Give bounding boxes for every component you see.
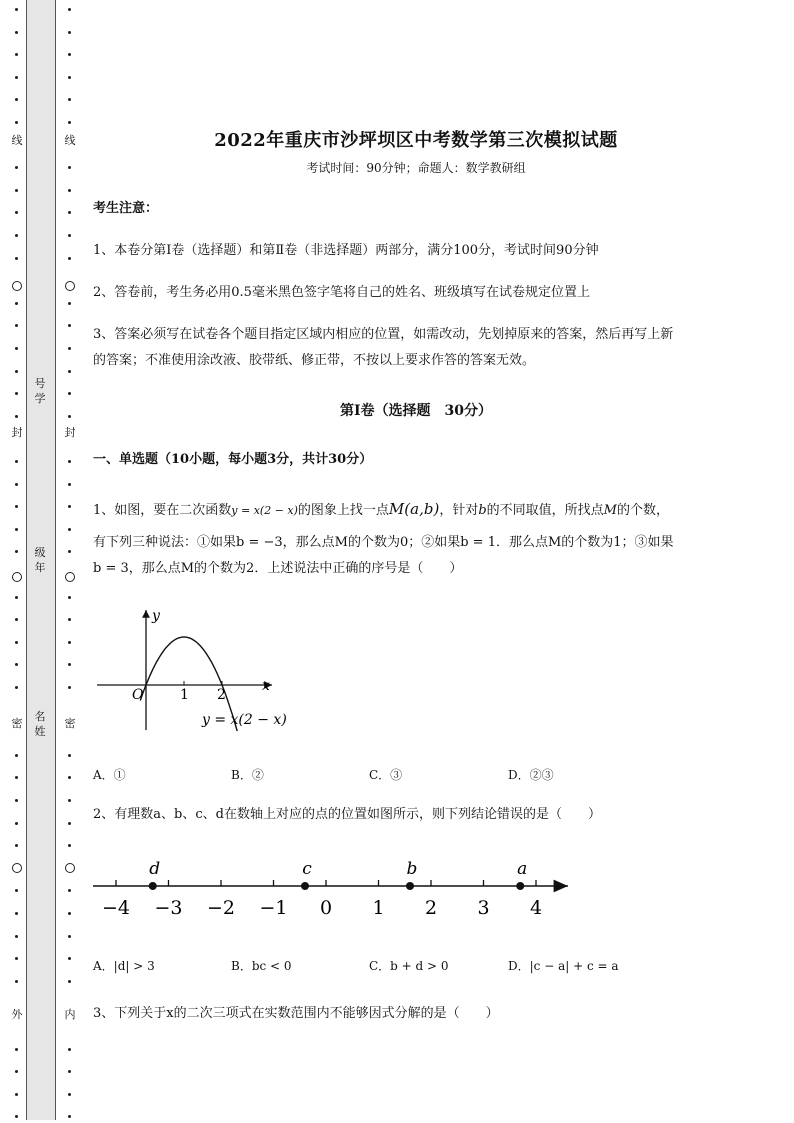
left-circle-2 bbox=[12, 572, 22, 582]
q2-point-d bbox=[149, 882, 157, 890]
binding-dot bbox=[68, 528, 71, 531]
binding-dot bbox=[15, 844, 18, 847]
binding-dot bbox=[68, 1093, 71, 1096]
binding-dot bbox=[68, 550, 71, 553]
binding-dot bbox=[15, 31, 18, 34]
q2-tick-label: −1 bbox=[259, 897, 288, 919]
binding-dot bbox=[15, 663, 18, 666]
binding-dot bbox=[68, 189, 71, 192]
q2-tick-label: 1 bbox=[372, 897, 385, 919]
q2-point-a bbox=[516, 882, 524, 890]
binding-dot bbox=[15, 53, 18, 56]
page-title: 2022年重庆市沙坪坝区中考数学第三次模拟试题 bbox=[214, 130, 618, 151]
q1-parabola-graph bbox=[90, 600, 300, 740]
label-student-number: 号学 bbox=[34, 377, 46, 405]
binding-dot bbox=[15, 641, 18, 644]
binding-dot bbox=[15, 76, 18, 79]
binding-dot bbox=[15, 1070, 18, 1073]
binding-dot bbox=[68, 618, 71, 621]
binding-dot bbox=[15, 460, 18, 463]
left-circle-3 bbox=[12, 863, 22, 873]
q2-option-a[interactable]: A．|d| > 3 bbox=[93, 959, 155, 973]
q2-point-label-d: d bbox=[149, 859, 161, 879]
left-mark-outer: 外 bbox=[11, 1008, 23, 1021]
notice-item-1: 1、本卷分第Ⅰ卷（选择题）和第Ⅱ卷（非选择题）两部分，满分100分，考试时间90分钟 bbox=[93, 243, 599, 258]
q2-option-d[interactable]: D．|c − a| + c = a bbox=[508, 959, 619, 973]
notice-item-3b: 的答案；不准使用涂改液、胶带纸、修正带，不按以上要求作答的答案无效。 bbox=[93, 353, 536, 368]
notice-item-3a: 3、答案必须写在试卷各个题目指定区域内相应的位置，如需改动，先划掉原来的答案，然后再写上新 bbox=[93, 327, 674, 342]
q2-stem: 2、有理数a、b、c、d在数轴上对应的点的位置如图所示，则下列结论错误的是（ ） bbox=[93, 807, 601, 822]
binding-dot bbox=[15, 550, 18, 553]
right-mark-seal: 封 bbox=[64, 426, 76, 439]
q1-var-b: b bbox=[478, 503, 487, 518]
left-mark-line: 线 bbox=[11, 134, 23, 147]
binding-dot bbox=[68, 641, 71, 644]
q3-stem: 3、下列关于x的二次三项式在实数范围内不能够因式分解的是（ ） bbox=[93, 1006, 499, 1021]
binding-dot bbox=[15, 1048, 18, 1051]
q2-point-b bbox=[406, 882, 414, 890]
binding-dot bbox=[15, 528, 18, 531]
binding-dot bbox=[68, 8, 71, 11]
binding-dot bbox=[15, 505, 18, 508]
q1-tick-1-label: 1 bbox=[180, 687, 189, 703]
binding-dot bbox=[68, 234, 71, 237]
binding-dot bbox=[15, 980, 18, 983]
left-mark-secret: 密 bbox=[11, 717, 23, 730]
q1-tick-2-label: 2 bbox=[217, 687, 226, 703]
binding-dot bbox=[68, 121, 71, 124]
q1-var-M: M bbox=[603, 503, 617, 518]
q1-option-b[interactable]: B．② bbox=[231, 768, 264, 782]
q1-text-b: 的图象上找一点 bbox=[297, 503, 389, 518]
binding-dot bbox=[15, 347, 18, 350]
q1-text-d: 的不同取值，所找点 bbox=[486, 503, 604, 518]
binding-dot bbox=[15, 822, 18, 825]
label-name: 名姓 bbox=[34, 710, 46, 738]
binding-dot bbox=[15, 211, 18, 214]
q1-option-c[interactable]: C．③ bbox=[369, 768, 403, 782]
q1-origin-label: O bbox=[132, 687, 144, 703]
binding-dot bbox=[68, 889, 71, 892]
right-circle-3 bbox=[65, 863, 75, 873]
q2-option-b[interactable]: B．bc < 0 bbox=[231, 959, 292, 973]
binding-dot bbox=[68, 324, 71, 327]
part-heading: 一、单选题（10小题，每小题3分，共计30分） bbox=[93, 452, 373, 467]
binding-dot bbox=[15, 618, 18, 621]
binding-dot bbox=[68, 505, 71, 508]
binding-dot bbox=[15, 799, 18, 802]
q1-x-label: x bbox=[262, 678, 270, 694]
binding-dot bbox=[15, 98, 18, 101]
binding-dot bbox=[68, 460, 71, 463]
binding-dot bbox=[15, 234, 18, 237]
binding-dot bbox=[68, 822, 71, 825]
q2-option-c[interactable]: C．b + d > 0 bbox=[369, 959, 449, 973]
right-circle-1 bbox=[65, 281, 75, 291]
binding-dot bbox=[68, 1115, 71, 1118]
q2-point-label-b: b bbox=[406, 859, 418, 879]
q1-text-e: 的个数， bbox=[616, 503, 669, 518]
binding-dot bbox=[15, 370, 18, 373]
q2-tick-label: 3 bbox=[477, 897, 490, 919]
binding-dot bbox=[15, 776, 18, 779]
binding-dot bbox=[15, 392, 18, 395]
binding-dot bbox=[68, 957, 71, 960]
binding-dot bbox=[68, 98, 71, 101]
binding-dot bbox=[68, 799, 71, 802]
binding-dot bbox=[68, 347, 71, 350]
q2-point-label-c: c bbox=[302, 859, 312, 879]
binding-dot bbox=[15, 1093, 18, 1096]
q1-text-c: ，针对 bbox=[439, 503, 479, 518]
binding-dot bbox=[15, 957, 18, 960]
binding-dot bbox=[68, 211, 71, 214]
q1-y-label: y bbox=[152, 608, 160, 624]
q1-point: M(a,b) bbox=[388, 500, 440, 518]
q2-point-label-a: a bbox=[517, 859, 528, 879]
label-grade: 级年 bbox=[34, 546, 46, 574]
binding-dot bbox=[15, 483, 18, 486]
right-mark-secret: 密 bbox=[64, 717, 76, 730]
binding-dot bbox=[68, 76, 71, 79]
binding-dot bbox=[68, 663, 71, 666]
binding-dot bbox=[15, 935, 18, 938]
binding-dot bbox=[15, 324, 18, 327]
notice-item-2: 2、答卷前，考生务必用0.5毫米黑色签字笔将自己的姓名、班级填写在试卷规定位置上 bbox=[93, 285, 590, 300]
q2-number-line bbox=[90, 850, 580, 925]
q2-tick-label: 0 bbox=[319, 897, 333, 919]
binding-dot bbox=[15, 889, 18, 892]
q2-tick-label: 4 bbox=[529, 897, 543, 919]
q2-tick-label: 2 bbox=[424, 897, 438, 919]
binding-dot bbox=[15, 189, 18, 192]
binding-dot bbox=[68, 370, 71, 373]
binding-dot bbox=[68, 754, 71, 757]
q2-tick-label: −4 bbox=[101, 897, 131, 919]
notice-heading: 考生注意： bbox=[93, 201, 159, 216]
binding-dot bbox=[15, 596, 18, 599]
page-subtitle: 考试时间：90分钟；命题人：数学教研组 bbox=[306, 161, 526, 175]
binding-dot bbox=[68, 686, 71, 689]
right-circle-2 bbox=[65, 572, 75, 582]
binding-dot bbox=[68, 1048, 71, 1051]
section-title: 第Ⅰ卷（选择题 30分） bbox=[339, 403, 493, 419]
binding-dot bbox=[68, 935, 71, 938]
binding-dot bbox=[15, 754, 18, 757]
binding-dot bbox=[68, 844, 71, 847]
binding-dot bbox=[68, 1070, 71, 1073]
binding-dot bbox=[68, 31, 71, 34]
left-circle-1 bbox=[12, 281, 22, 291]
binding-dot bbox=[15, 302, 18, 305]
right-mark-inner: 内 bbox=[64, 1008, 76, 1021]
right-mark-line: 线 bbox=[64, 134, 76, 147]
q1-text-a: 1、如图，要在二次函数 bbox=[93, 503, 232, 518]
binding-dot bbox=[15, 257, 18, 260]
binding-dot bbox=[68, 596, 71, 599]
binding-dot bbox=[68, 257, 71, 260]
binding-dot bbox=[15, 912, 18, 915]
q1-line-3: b = 3，那么点M的个数为2．上述说法中正确的序号是（ ） bbox=[93, 561, 463, 576]
binding-dot bbox=[68, 912, 71, 915]
binding-dot bbox=[68, 53, 71, 56]
q1-line-2: 有下列三种说法：①如果b = −3，那么点M的个数为0；②如果b = 1．那么点M的个数为1；③如果 bbox=[93, 535, 674, 550]
q1-option-d[interactable]: D．②③ bbox=[508, 768, 554, 782]
binding-dot bbox=[68, 302, 71, 305]
binding-dot bbox=[68, 776, 71, 779]
q1-option-a[interactable]: A．① bbox=[93, 768, 126, 782]
q1-line-1 bbox=[93, 497, 669, 523]
binding-dot bbox=[15, 121, 18, 124]
q2-tick-label: −3 bbox=[154, 897, 183, 919]
q1-curve-label: y = x(2 − x) bbox=[202, 712, 287, 728]
binding-dot bbox=[15, 1115, 18, 1118]
binding-dot bbox=[68, 392, 71, 395]
left-mark-seal: 封 bbox=[11, 426, 23, 439]
binding-dot bbox=[68, 980, 71, 983]
q1-function: y = x(2 − x) bbox=[231, 504, 298, 517]
binding-dot bbox=[68, 483, 71, 486]
binding-dot bbox=[15, 686, 18, 689]
q2-tick-label: −2 bbox=[206, 897, 236, 919]
q2-point-c bbox=[301, 882, 309, 890]
binding-dot bbox=[15, 8, 18, 11]
